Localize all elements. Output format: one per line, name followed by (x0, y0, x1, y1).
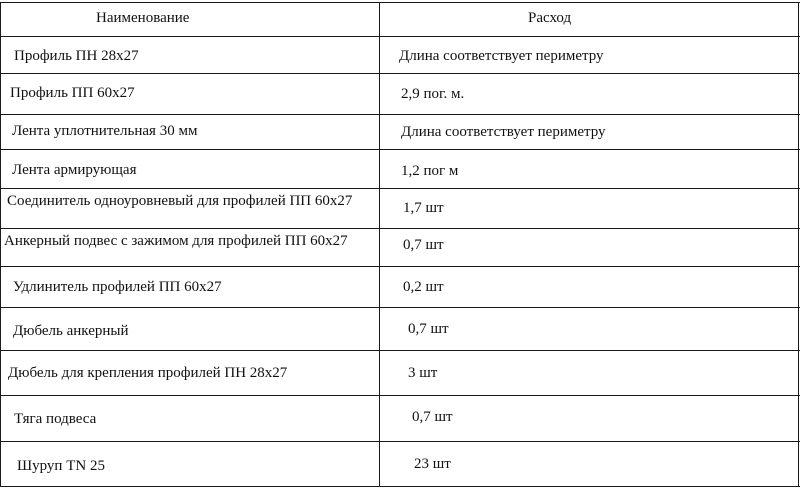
column-divider (379, 2, 380, 487)
row-border (0, 395, 800, 396)
table-top-border (0, 2, 800, 3)
row-7-name: Удлинитель профилей ПП 60x27 (13, 279, 222, 295)
row-2-name: Профиль ПП 60x27 (10, 85, 135, 101)
row-2-usage: 2,9 пог. м. (401, 86, 465, 102)
row-4-usage: 1,2 пог м (401, 163, 459, 179)
row-10-usage: 0,7 шт (412, 409, 453, 425)
header-usage: Расход (528, 10, 572, 26)
row-6-usage: 0,7 шт (403, 237, 444, 253)
row-5-usage: 1,7 шт (403, 200, 444, 216)
row-8-name: Дюбель анкерный (13, 323, 129, 339)
row-11-name: Шуруп TN 25 (17, 458, 105, 474)
row-5-name: Соединитель одноуровневый для профилей ПП 60x27 (7, 193, 353, 209)
row-3-name: Лента уплотнительная 30 мм (12, 123, 198, 139)
header-name: Наименование (96, 10, 190, 26)
row-9-name: Дюбель для крепления профилей ПН 28x27 (8, 365, 288, 381)
row-3-usage: Длина соответствует периметру (401, 124, 606, 140)
row-border (0, 149, 800, 150)
row-4-name: Лента армирующая (12, 162, 137, 178)
table-bottom-border (0, 486, 800, 487)
row-border (0, 266, 800, 267)
row-border (0, 228, 800, 229)
row-11-usage: 23 шт (414, 456, 451, 472)
row-border (0, 350, 800, 351)
row-9-usage: 3 шт (408, 365, 438, 381)
row-border (0, 441, 800, 442)
row-border (0, 73, 800, 74)
row-border (0, 307, 800, 308)
table-right-border (798, 2, 799, 487)
row-border (0, 188, 800, 189)
row-1-usage: Длина соответствует периметру (399, 48, 604, 64)
row-1-name: Профиль ПН 28x27 (14, 48, 139, 64)
row-8-usage: 0,7 шт (408, 321, 449, 337)
table-left-border (0, 2, 1, 487)
row-6-name: Анкерный подвес с зажимом для профилей ПП 60x27 (4, 233, 348, 249)
row-10-name: Тяга подвеса (14, 411, 97, 427)
row-7-usage: 0,2 шт (403, 279, 444, 295)
row-border (0, 114, 800, 115)
header-bottom-border (0, 36, 800, 37)
